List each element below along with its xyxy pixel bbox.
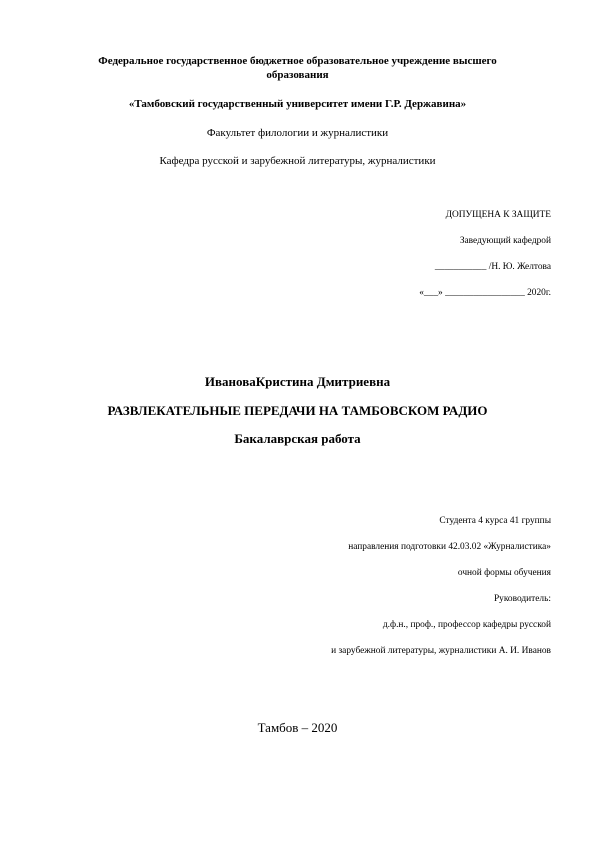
study-form: очной формы обучения [457, 568, 551, 578]
institution-line-2: образования [266, 69, 329, 81]
institution-line-1: Федеральное государственное бюджетное образовательное учреждение высшего [98, 55, 497, 67]
work-type: Бакалаврская работа [234, 431, 361, 446]
admitted-to-defense: ДОПУЩЕНА К ЗАЩИТЕ [445, 210, 551, 220]
approval-date-line: «___» _________________ 2020г. [419, 288, 551, 298]
author-name: ИвановаКристина Дмитриевна [204, 374, 391, 389]
city-year: Тамбов – 2020 [257, 720, 338, 735]
university-name: «Тамбовский государственный университет имени Г.Р. Державина» [128, 98, 467, 110]
student-course-group: Студента 4 курса 41 группы [439, 516, 551, 526]
faculty-name: Факультет филологии и журналистики [206, 127, 389, 139]
head-signature-line: ___________ /Н. Ю. Желтова [434, 262, 551, 272]
supervisor-credentials-line-1: д.ф.н., проф., профессор кафедры русской [382, 620, 551, 630]
head-of-department-label: Заведующий кафедрой [459, 236, 551, 246]
thesis-title: РАЗВЛЕКАТЕЛЬНЫЕ ПЕРЕДАЧИ НА ТАМБОВСКОМ РАДИО [107, 403, 488, 418]
study-direction: направления подготовки 42.03.02 «Журналистика» [348, 542, 551, 552]
supervisor-credentials-line-2: и зарубежной литературы, журналистики А. И. Иванов [331, 646, 551, 656]
supervisor-label: Руководитель: [493, 594, 551, 604]
department-name: Кафедра русской и зарубежной литературы, журналистики [159, 155, 436, 167]
